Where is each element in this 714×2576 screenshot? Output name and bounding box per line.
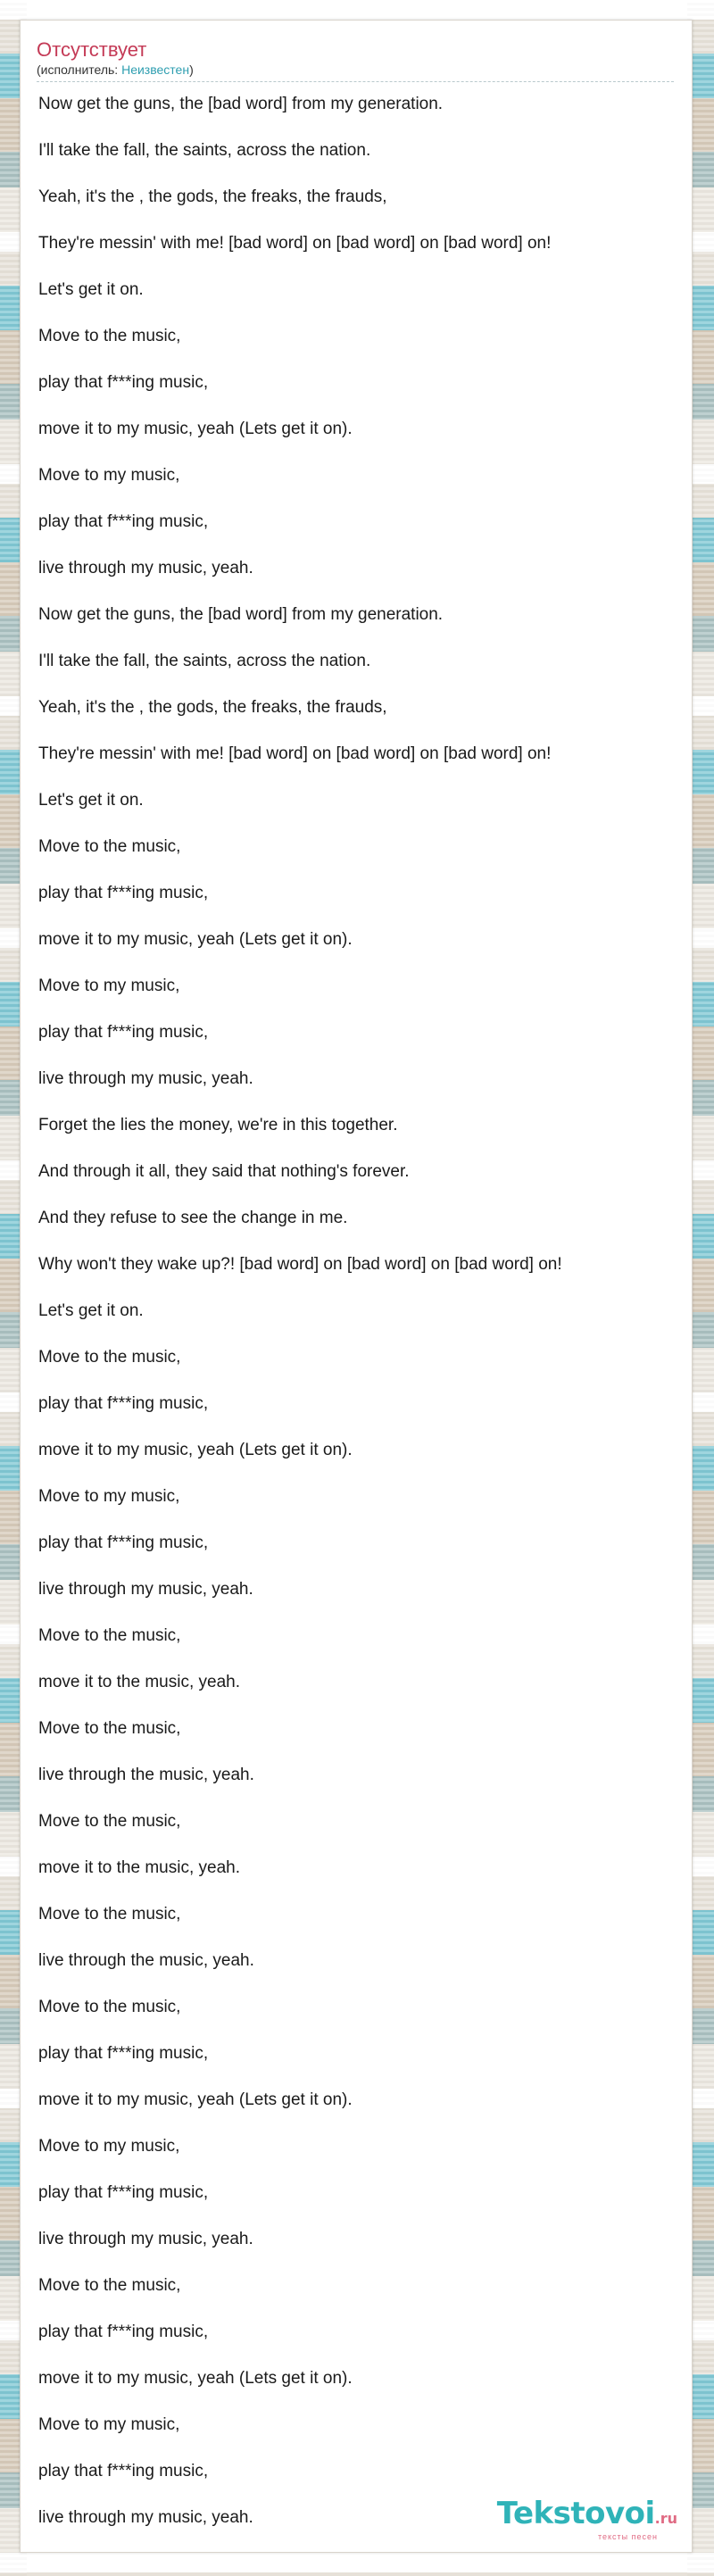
lyric-line: Forget the lies the money, we're in this together.	[38, 1116, 398, 1134]
lyric-line: Move to my music,	[38, 976, 180, 995]
lyric-line: Move to the music,	[38, 1998, 181, 2016]
lyric-line: live through my music, yeah.	[38, 2230, 253, 2248]
lyric-line: move it to my music, yeah (Lets get it on).	[38, 930, 353, 949]
lyric-line: I'll take the fall, the saints, across the nation.	[38, 652, 371, 670]
lyric-line: play that f***ing music,	[38, 2183, 209, 2202]
lyric-line: Now get the guns, the [bad word] from my generation.	[38, 95, 444, 113]
lyric-line: play that f***ing music,	[38, 2044, 209, 2063]
lyric-line: move it to my music, yeah (Lets get it on).	[38, 1441, 353, 1459]
lyric-line: They're messin' with me! [bad word] on [bad word] on [bad word] on!	[38, 744, 552, 763]
lyric-line: And they refuse to see the change in me.	[38, 1209, 348, 1227]
lyric-line: They're messin' with me! [bad word] on [bad word] on [bad word] on!	[38, 234, 552, 253]
lyric-line: play that f***ing music,	[38, 512, 209, 531]
lyrics-body	[38, 94, 672, 2554]
lyric-line: play that f***ing music,	[38, 1533, 209, 1552]
lyric-line: Move to the music,	[38, 1905, 181, 1924]
lyric-line: Move to my music,	[38, 2137, 180, 2156]
lyric-line: play that f***ing music,	[38, 373, 209, 392]
lyric-line: move it to my music, yeah (Lets get it on).	[38, 420, 353, 438]
lyric-line: live through my music, yeah.	[38, 1069, 253, 1088]
lyric-line: Move to my music,	[38, 1487, 180, 1506]
lyric-line: move it to my music, yeah (Lets get it on).	[38, 2090, 353, 2109]
lyric-line: Move to the music,	[38, 1812, 181, 1831]
lyric-line: play that f***ing music,	[38, 2323, 209, 2341]
artist-suffix: )	[189, 62, 194, 77]
lyric-line: Yeah, it's the , the gods, the freaks, the frauds,	[38, 698, 387, 717]
artist-prefix: (исполнитель:	[37, 62, 122, 77]
lyric-line: Let's get it on.	[38, 1301, 144, 1320]
lyric-line: play that f***ing music,	[38, 1023, 209, 1042]
lyric-line: move it to the music, yeah.	[38, 1858, 240, 1877]
lyric-line: Move to the music,	[38, 327, 181, 345]
song-header	[37, 38, 674, 82]
lyric-line: Move to my music,	[38, 2415, 180, 2434]
logo-tld: .ru	[654, 2510, 677, 2527]
lyric-line: live through my music, yeah.	[38, 1580, 253, 1599]
lyric-line: live through my music, yeah.	[38, 2508, 253, 2527]
lyric-line: Move to the music,	[38, 837, 181, 856]
song-title: Отсутствует	[37, 38, 147, 61]
lyric-line: And through it all, they said that nothing's forever.	[38, 1162, 410, 1181]
lyric-line: play that f***ing music,	[38, 884, 209, 902]
lyric-line: Now get the guns, the [bad word] from my generation.	[38, 605, 444, 624]
lyric-line: Let's get it on.	[38, 791, 144, 810]
lyric-line: Yeah, it's the , the gods, the freaks, the frauds,	[38, 187, 387, 206]
lyric-line: Let's get it on.	[38, 280, 144, 299]
lyric-line: Move to the music,	[38, 1719, 181, 1738]
lyric-line: Why won't they wake up?! [bad word] on [bad word] on [bad word] on!	[38, 1255, 562, 1274]
lyric-line: move it to my music, yeah (Lets get it on).	[38, 2369, 353, 2388]
lyric-line: play that f***ing music,	[38, 2462, 209, 2480]
lyric-line: Move to the music,	[38, 1626, 181, 1645]
logo-tagline: тексты песен	[597, 2532, 658, 2541]
lyric-line: live through the music, yeah.	[38, 1766, 254, 1784]
lyric-line: live through my music, yeah.	[38, 559, 253, 578]
artist-line	[37, 62, 674, 78]
site-logo[interactable]	[497, 2498, 677, 2541]
lyric-line: Move to the music,	[38, 2276, 181, 2295]
lyric-line: play that f***ing music,	[38, 1394, 209, 1413]
logo-name: Tekstovoi	[496, 2496, 655, 2531]
lyrics-card	[20, 20, 693, 2553]
lyric-line: Move to my music,	[38, 466, 180, 485]
lyric-line: move it to the music, yeah.	[38, 1673, 240, 1691]
artist-link[interactable]: Неизвестен	[121, 62, 190, 77]
lyric-line: Move to the music,	[38, 1348, 181, 1367]
lyric-line: I'll take the fall, the saints, across the nation.	[38, 141, 371, 160]
lyric-line: live through the music, yeah.	[38, 1951, 254, 1970]
